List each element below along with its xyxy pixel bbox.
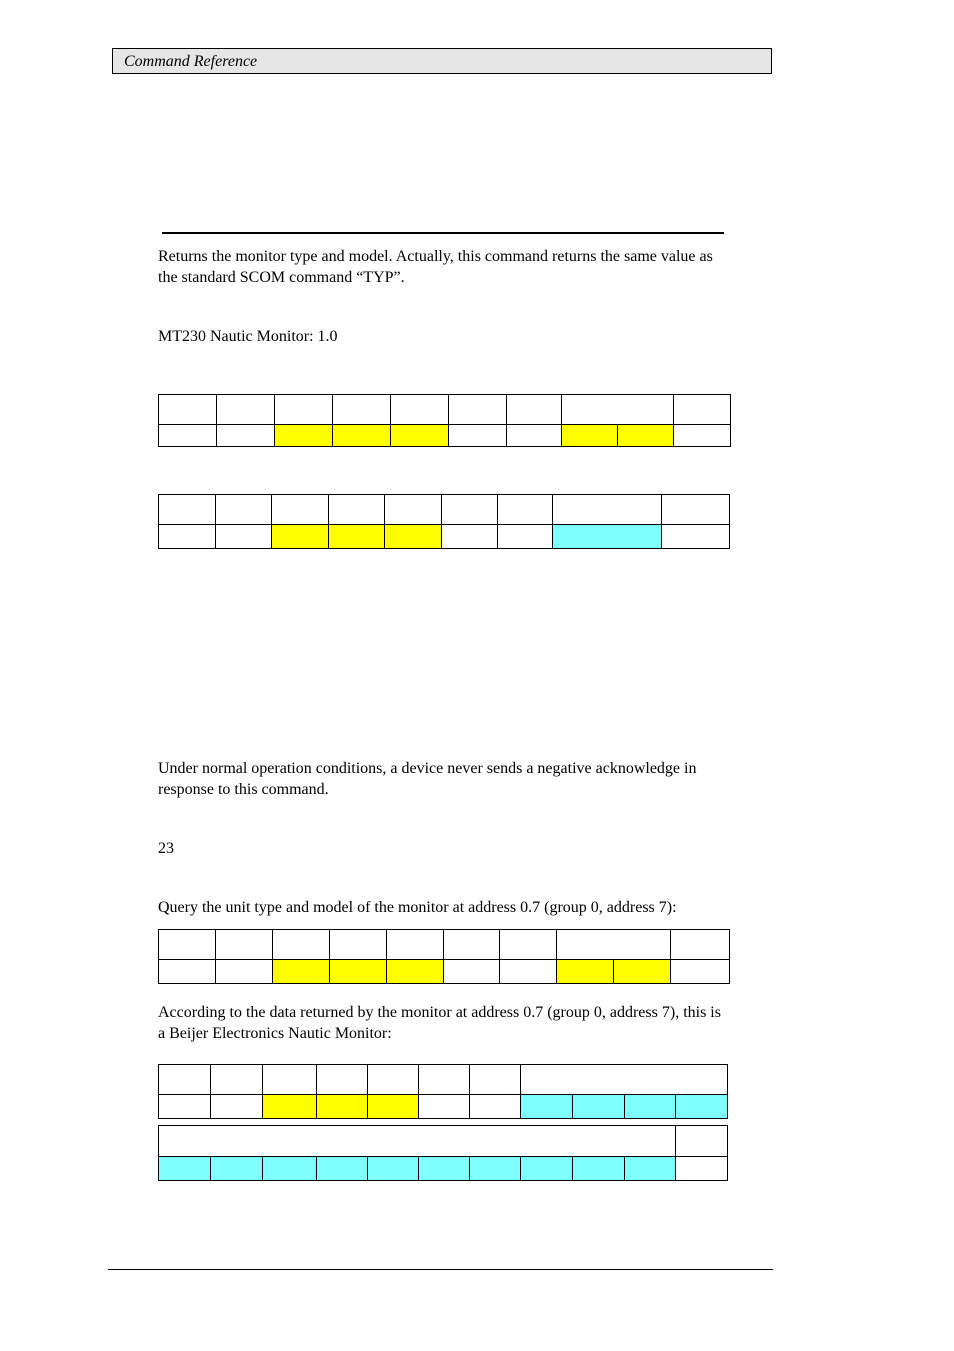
example-query-table bbox=[158, 929, 730, 984]
frame-header-cell bbox=[387, 930, 444, 960]
footer-rule bbox=[108, 1269, 773, 1270]
frame-data-cell bbox=[671, 960, 730, 984]
frame-header-cell bbox=[368, 1065, 419, 1095]
frame-data-row bbox=[159, 960, 730, 984]
frame-data-cell bbox=[442, 525, 498, 549]
frame-header-cell bbox=[498, 495, 553, 525]
frame-header-cell bbox=[500, 930, 557, 960]
frame-data-cell bbox=[159, 1157, 211, 1181]
frame-header-cell bbox=[391, 395, 449, 425]
frame-data-cell bbox=[521, 1157, 573, 1181]
frame-data-cell bbox=[216, 960, 273, 984]
page-header bbox=[112, 48, 772, 74]
frame-data-cell bbox=[562, 425, 618, 447]
section-rule bbox=[162, 232, 724, 234]
frame-header-cell bbox=[159, 1065, 211, 1095]
frame-header-cell bbox=[273, 930, 330, 960]
frame-data-cell bbox=[553, 525, 662, 549]
request-frame-table bbox=[158, 394, 731, 447]
frame-data-cell bbox=[159, 960, 216, 984]
frame-header-cell bbox=[557, 930, 671, 960]
frame-data-cell bbox=[159, 525, 216, 549]
frame-data-cell bbox=[330, 960, 387, 984]
frame-data-cell bbox=[275, 425, 333, 447]
frame-data-cell bbox=[391, 425, 449, 447]
frame-data-row bbox=[159, 1157, 728, 1181]
frame-header-cell bbox=[662, 495, 730, 525]
frame-header-cell bbox=[674, 395, 731, 425]
frame-header-cell bbox=[442, 495, 498, 525]
frame-data-cell bbox=[368, 1157, 419, 1181]
frame-header-cell bbox=[553, 495, 662, 525]
frame-data-cell bbox=[317, 1157, 368, 1181]
frame-header-cell bbox=[217, 395, 275, 425]
frame-data-cell bbox=[507, 425, 562, 447]
frame-header-cell bbox=[159, 495, 216, 525]
frame-header-cell bbox=[419, 1065, 470, 1095]
frame-data-row bbox=[159, 425, 731, 447]
frame-header-cell bbox=[329, 495, 385, 525]
frame-header-row bbox=[159, 495, 730, 525]
example-query-text: Query the unit type and model of the monitor at address 0.7 (group 0, address 7): bbox=[158, 899, 677, 916]
frame-data-cell bbox=[333, 425, 391, 447]
frame-data-cell bbox=[625, 1095, 676, 1119]
frame-data-cell bbox=[329, 525, 385, 549]
frame-data-cell bbox=[470, 1157, 521, 1181]
frame-header-cell bbox=[444, 930, 500, 960]
frame-header-cell bbox=[330, 930, 387, 960]
frame-data-cell bbox=[573, 1095, 625, 1119]
frame-header-cell bbox=[263, 1065, 317, 1095]
frame-header-cell bbox=[449, 395, 507, 425]
frame-data-cell bbox=[521, 1095, 573, 1119]
frame-data-cell bbox=[159, 1095, 211, 1119]
frame-data-cell bbox=[368, 1095, 419, 1119]
frame-data-cell bbox=[500, 960, 557, 984]
frame-data-cell bbox=[317, 1095, 368, 1119]
frame-data-cell bbox=[385, 525, 442, 549]
frame-data-row bbox=[159, 1095, 728, 1119]
example-response-continued-table bbox=[158, 1125, 728, 1181]
frame-data-cell bbox=[470, 1095, 521, 1119]
frame-data-cell bbox=[211, 1157, 263, 1181]
frame-header-cell bbox=[275, 395, 333, 425]
header-title: Command Reference bbox=[124, 53, 258, 70]
returned-value-text: MT230 Nautic Monitor: 1.0 bbox=[158, 328, 338, 345]
frame-data-cell bbox=[273, 960, 330, 984]
frame-data-cell bbox=[614, 960, 671, 984]
frame-header-cell bbox=[317, 1065, 368, 1095]
frame-data-cell bbox=[662, 525, 730, 549]
response-frame-table bbox=[158, 494, 730, 549]
frame-data-cell bbox=[419, 1095, 470, 1119]
frame-data-cell bbox=[625, 1157, 676, 1181]
frame-data-cell bbox=[272, 525, 329, 549]
frame-data-cell bbox=[444, 960, 500, 984]
frame-header-cell bbox=[507, 395, 562, 425]
frame-header-cell bbox=[562, 395, 674, 425]
frame-data-cell bbox=[419, 1157, 470, 1181]
frame-data-cell bbox=[498, 525, 553, 549]
frame-data-cell bbox=[557, 960, 614, 984]
frame-header-cell bbox=[216, 930, 273, 960]
frame-header-cell bbox=[272, 495, 329, 525]
frame-header-cell bbox=[159, 930, 216, 960]
frame-header-cell bbox=[470, 1065, 521, 1095]
frame-header-row bbox=[159, 1065, 728, 1095]
frame-data-cell bbox=[676, 1157, 728, 1181]
frame-header-cell bbox=[385, 495, 442, 525]
command-code-text: 23 bbox=[158, 840, 174, 857]
frame-data-cell bbox=[573, 1157, 625, 1181]
frame-data-cell bbox=[618, 425, 674, 447]
frame-header-cell bbox=[676, 1126, 728, 1157]
frame-header-cell bbox=[521, 1065, 728, 1095]
frame-data-cell bbox=[387, 960, 444, 984]
example-response-text: According to the data returned by the monitor at address 0.7 (group 0, address 7), this is a Beijer Electronics Nautic Monitor: bbox=[158, 1004, 721, 1042]
frame-data-cell bbox=[159, 425, 217, 447]
description-text: Returns the monitor type and model. Actually, this command returns the same value as the standard SCOM command “TYP”. bbox=[158, 248, 713, 286]
frame-data-row bbox=[159, 525, 730, 549]
frame-data-cell bbox=[676, 1095, 728, 1119]
frame-data-cell bbox=[263, 1157, 317, 1181]
frame-header-cell bbox=[211, 1065, 263, 1095]
frame-header-cell bbox=[671, 930, 730, 960]
frame-header-cell bbox=[333, 395, 391, 425]
example-response-table bbox=[158, 1064, 728, 1119]
frame-header-row bbox=[159, 930, 730, 960]
frame-data-cell bbox=[674, 425, 731, 447]
frame-data-cell bbox=[449, 425, 507, 447]
frame-header-row bbox=[159, 1126, 728, 1157]
frame-data-cell bbox=[263, 1095, 317, 1119]
frame-data-cell bbox=[216, 525, 272, 549]
frame-header-row bbox=[159, 395, 731, 425]
frame-data-cell bbox=[217, 425, 275, 447]
frame-header-cell bbox=[159, 395, 217, 425]
frame-header-cell bbox=[216, 495, 272, 525]
frame-header-cell bbox=[159, 1126, 676, 1157]
nack-note-text: Under normal operation conditions, a device never sends a negative acknowledge in response to this command. bbox=[158, 760, 697, 798]
frame-data-cell bbox=[211, 1095, 263, 1119]
